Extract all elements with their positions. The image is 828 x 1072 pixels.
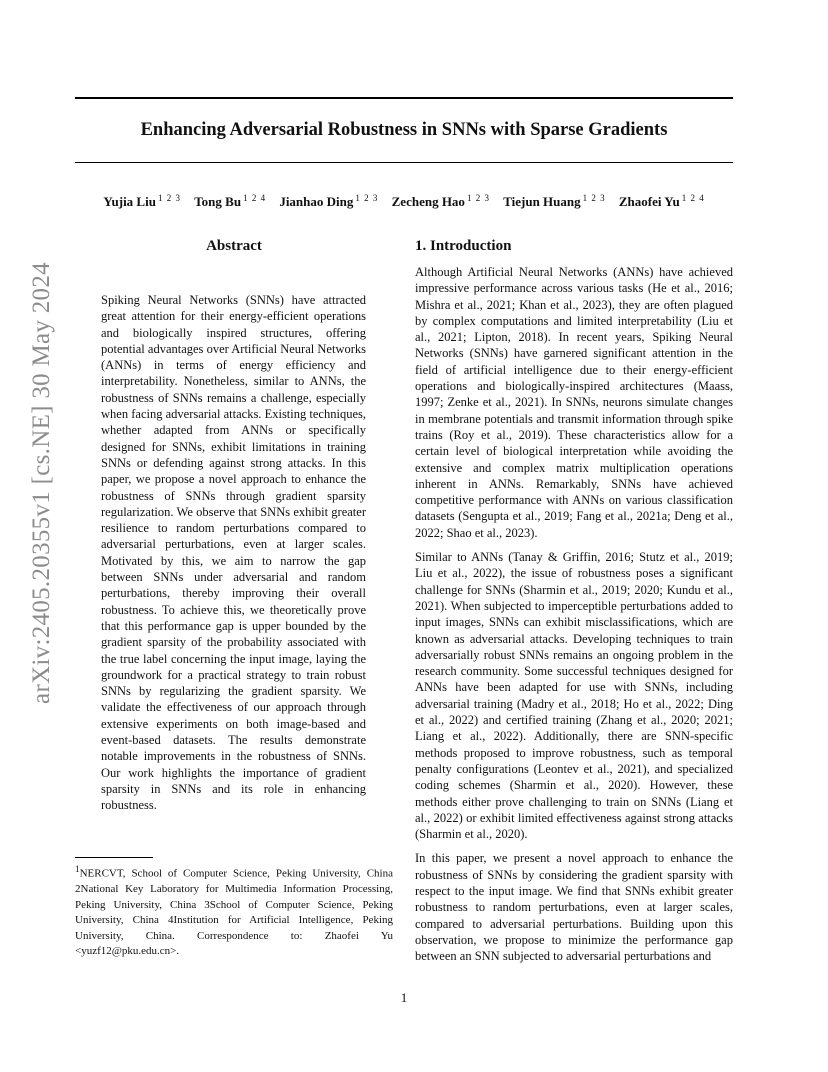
author-affiliation: 1 2 3 [157, 193, 181, 203]
intro-paragraph: Similar to ANNs (Tanay & Griffin, 2016; Stutz et al., 2019; Liu et al., 2022), the issue of robustness poses a significant challenge for SNNs (Sharmin et al., 2019; 2020; Kundu et al., 2021). When subjected to imperceptible perturbations added to input images, SNNs can exhibit misclassifications, which are known as adversarial attacks. Developing techniques to train adversarially robust SNNs remains an ongoing problem in the research community. Some successful techniques designed for ANNs have been adapted for use with SNNs, including adversarial training (Madry et al., 2018; Ho et al., 2022; Ding et al., 2022) and certified training (Zhang et al., 2020; 2021; Liang et al., 2022). Additionally, there are SNN-specific methods proposed to improve robustness, such as temporal penalty configurations (Leontev et al., 2021), and specialized coding schemes (Sharmin et al., 2020). However, these methods either prove challenging to train on SNNs (Liang et al., 2022) or exhibit limited effectiveness against strong attacks (Sharmin et al., 2020). [415, 550, 733, 842]
author-name: Tiejun Huang [503, 194, 581, 209]
author [392, 194, 490, 209]
arxiv-identifier-text: arXiv:2405.20355v1 [cs.NE] 30 May 2024 [28, 262, 55, 704]
author [503, 194, 605, 209]
author-affiliation: 1 2 3 [355, 193, 379, 203]
footnote-text: NERCVT, School of Computer Science, Peking University, China 2National Key Laboratory for Multimedia Information Processing, Peking University, China 3School of Computer Science, Peking University, China 4Institution for Artificial Intelligence, Peking University, China. Correspondence to: Zhaofei Yu <yuzf12@pku.edu.cn>. [75, 867, 393, 958]
intro-paragraph: Although Artificial Neural Networks (ANNs) have achieved impressive performance across various tasks (He et al., 2016; Mishra et al., 2021; Khan et al., 2023), they are often plagued by complex computations and limited interpretability (Liu et al., 2021; Lipton, 2018). In recent years, Spiking Neural Networks (SNNs) have garnered significant attention in the field of artificial intelligence due to their energy-efficient operations and biologically-inspired architectures (Maass, 1997; Zenke et al., 2021). In SNNs, neurons simulate changes in membrane potentials and transmit information through spike trains (Roy et al., 2019). These characteristics allow for a certain level of biological interpretation while avoiding the extensive and complex matrix multiplication operations inherent in ANNs. Remarkably, SNNs have achieved competitive performance with ANNs on various classification datasets (Sengupta et al., 2019; Fang et al., 2021a; Deng et al., 2022; Shao et al., 2023). [415, 265, 733, 540]
author-name: Tong Bu [194, 194, 242, 209]
author [194, 194, 266, 209]
author-name: Yujia Liu [103, 194, 156, 209]
author-affiliation: 1 2 4 [681, 193, 705, 203]
intro-paragraph: In this paper, we present a novel approach to enhance the robustness of SNNs by considering the gradient sparsity with respect to the input image. We find that SNNs exhibit greater robustness to random perturbations, even at larger scales, compared to adversarial perturbations. Building upon this observation, we propose to minimize the performance gap between an SNN subjected to adversarial perturbations and [415, 851, 733, 964]
abstract-heading: Abstract [206, 238, 262, 254]
title-top-rule [75, 97, 733, 99]
author [279, 194, 378, 209]
footnote-marker: 1 [75, 864, 80, 874]
paper-title: Enhancing Adversarial Robustness in SNNs with Sparse Gradients [140, 120, 668, 140]
author [619, 194, 705, 209]
introduction-heading: 1. Introduction [415, 238, 512, 254]
author-name: Zhaofei Yu [618, 194, 680, 209]
author-name: Jianhao Ding [279, 194, 354, 209]
abstract-body [101, 292, 366, 814]
footnote [75, 862, 393, 960]
title-bottom-rule [75, 162, 733, 163]
introduction-body [415, 264, 733, 972]
abstract-text: Spiking Neural Networks (SNNs) have attracted great attention for their energy-efficient operations and biologically inspired structures, offering potential advantages over Artificial Neural Networks (ANNs) in terms of energy efficiency and interpretability. Nonetheless, similar to ANNs, the robustness of SNNs remains a challenge, especially when facing adversarial attacks. Existing techniques, whether adapted from ANNs or specifically designed for SNNs, exhibit limitations in training SNNs or defending against strong attacks. In this paper, we propose a novel approach to enhance the robustness of SNNs through gradient sparsity regularization. We observe that SNNs exhibit greater resilience to random perturbations compared to adversarial perturbations, even at larger scales. Motivated by this, we aim to narrow the gap between SNNs under adversarial and random perturbations, thereby improving their overall robustness. To achieve this, we theoretically prove that this performance gap is upper bounded by the gradient sparsity of the probability associated with the true label concerning the input image, laying the groundwork for a practical strategy to train robust SNNs by regularizing the gradient sparsity. We validate the effectiveness of our approach through extensive experiments on both image-based and event-based datasets. The results demonstrate notable improvements in the robustness of SNNs. Our work highlights the importance of gradient sparsity in SNNs and its role in enhancing robustness. [101, 293, 366, 813]
author-affiliation: 1 2 3 [582, 193, 606, 203]
author-list [75, 189, 733, 211]
page-number: 1 [400, 990, 408, 1005]
author [103, 194, 181, 209]
author-affiliation: 1 2 4 [243, 193, 267, 203]
author-affiliation: 1 2 3 [466, 193, 490, 203]
footnote-rule [75, 857, 153, 858]
author-name: Zecheng Hao [391, 194, 465, 209]
